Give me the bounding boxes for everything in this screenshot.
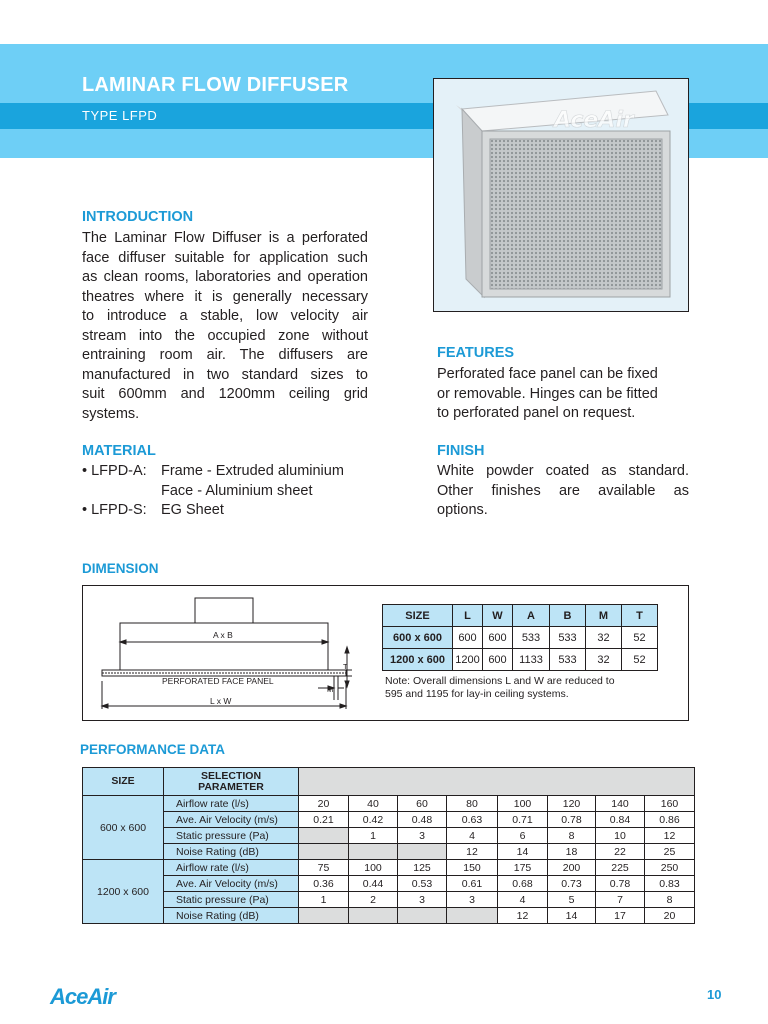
table-cell: 12: [498, 908, 548, 924]
introduction-heading: INTRODUCTION: [82, 209, 194, 225]
table-cell: 0.78: [548, 812, 596, 828]
table-cell: 600: [483, 649, 513, 671]
table-cell: 1133: [513, 649, 550, 671]
table-row: [83, 860, 695, 876]
table-cell: 60: [398, 796, 447, 812]
material-row: [82, 502, 147, 518]
note-line: Note: Overall dimensions L and W are reduced to: [385, 675, 615, 687]
header-param-line: PARAMETER: [198, 780, 264, 793]
aceair-logo: AceAir: [50, 984, 115, 1009]
table-cell: 0.86: [645, 812, 695, 828]
table-cell: 12: [447, 844, 498, 860]
intro-line: manufactured in two standard sizes to: [82, 366, 368, 383]
table-row: [83, 876, 695, 892]
table-cell: 1200 x 600: [383, 649, 453, 671]
product-photo: [433, 78, 689, 312]
performance-table: [82, 767, 695, 924]
table-row: [83, 812, 695, 828]
size-cell: 1200 x 600: [83, 860, 164, 924]
finish-line: White powder coated as standard.: [437, 463, 689, 479]
table-cell: [398, 844, 447, 860]
table-row: [83, 908, 695, 924]
t-label: T: [343, 662, 348, 671]
table-cell: 160: [645, 796, 695, 812]
intro-line: to introduce a stable, low velocity air: [82, 308, 368, 324]
table-cell: 40: [349, 796, 398, 812]
intro-line: as clean rooms, laboratories and operation: [82, 269, 368, 285]
table-cell: 3: [447, 892, 498, 908]
table-cell: 200: [548, 860, 596, 876]
table-cell: 14: [498, 844, 548, 860]
table-cell: [349, 908, 398, 924]
axb-label: A x B: [213, 630, 233, 640]
table-cell: 8: [645, 892, 695, 908]
table-header: SIZE: [383, 605, 453, 627]
table-cell: 25: [645, 844, 695, 860]
finish-line: Other finishes are available as: [437, 482, 689, 499]
table-cell: 600: [453, 627, 483, 649]
finish-text: [437, 462, 689, 521]
table-header: M: [586, 605, 622, 627]
table-cell: 0.53: [398, 876, 447, 892]
table-cell: 17: [596, 908, 645, 924]
table-row: [83, 844, 695, 860]
table-cell: 6: [498, 828, 548, 844]
intro-line: face diffuser suitable for application such: [82, 249, 368, 266]
page-title: LAMINAR FLOW DIFFUSER: [82, 74, 349, 96]
material-heading: MATERIAL: [82, 443, 156, 459]
table-cell: 120: [548, 796, 596, 812]
table-cell: 32: [586, 649, 622, 671]
material-value: Face - Aluminium sheet: [161, 483, 313, 499]
table-cell: 4: [498, 892, 548, 908]
table-row: [83, 892, 695, 908]
table-cell: 3: [398, 828, 447, 844]
table-cell: 0.84: [596, 812, 645, 828]
table-cell: 600: [483, 627, 513, 649]
table-row: [83, 796, 695, 812]
table-cell: 533: [550, 627, 586, 649]
table-cell: 0.71: [498, 812, 548, 828]
table-cell: 0.83: [645, 876, 695, 892]
table-cell: 250: [645, 860, 695, 876]
dimension-table: [382, 604, 658, 671]
table-cell: 225: [596, 860, 645, 876]
table-cell: 10: [596, 828, 645, 844]
table-cell: 75: [299, 860, 349, 876]
table-cell: [349, 844, 398, 860]
table-cell: 100: [498, 796, 548, 812]
header-param-line: SELECTION: [200, 769, 262, 782]
table-cell: 8: [548, 828, 596, 844]
table-cell: 5: [548, 892, 596, 908]
table-row: [383, 627, 658, 649]
table-cell: 52: [622, 649, 658, 671]
table-cell: 533: [513, 627, 550, 649]
note-line: 595 and 1195 for lay-in ceiling systems.: [385, 688, 569, 700]
table-cell: 4: [447, 828, 498, 844]
page-number: 10: [707, 987, 722, 1002]
table-cell: 22: [596, 844, 645, 860]
finish-heading: FINISH: [437, 443, 485, 459]
table-header-row: [83, 768, 695, 796]
table-cell: 1: [349, 828, 398, 844]
table-cell: [299, 908, 349, 924]
table-cell: 0.36: [299, 876, 349, 892]
table-cell: 1: [299, 892, 349, 908]
intro-line: systems.: [82, 405, 140, 422]
table-cell: 533: [550, 649, 586, 671]
size-cell: 600 x 600: [83, 796, 164, 860]
table-cell: 600 x 600: [383, 627, 453, 649]
table-cell: 0.68: [498, 876, 548, 892]
features-heading: FEATURES: [437, 345, 515, 361]
table-cell: 14: [548, 908, 596, 924]
table-row: [383, 649, 658, 671]
intro-line: stream into the occupied zone without: [82, 327, 368, 344]
table-cell: 20: [645, 908, 695, 924]
table-cell: 100: [349, 860, 398, 876]
table-row: [83, 828, 695, 844]
table-header: [164, 768, 299, 796]
performance-heading: PERFORMANCE DATA: [80, 742, 225, 757]
material-bullet: • LFPD-S:: [82, 502, 147, 518]
table-header: A: [513, 605, 550, 627]
material-row: [82, 463, 147, 479]
features-line: Perforated face panel can be fixed: [437, 366, 658, 382]
table-cell: 0.73: [548, 876, 596, 892]
table-header: L: [453, 605, 483, 627]
table-cell: 12: [645, 828, 695, 844]
face-panel-label: PERFORATED FACE PANEL: [162, 676, 274, 686]
table-cell: 52: [622, 627, 658, 649]
features-line: to perforated panel on request.: [437, 405, 636, 421]
features-line: or removable. Hinges can be fitted: [437, 385, 658, 402]
material-value: Frame - Extruded aluminium: [161, 463, 344, 479]
table-header: B: [550, 605, 586, 627]
intro-line: suit 600mm and 1200mm ceiling grid: [82, 386, 368, 402]
table-header-row: [383, 605, 658, 627]
table-cell: 175: [498, 860, 548, 876]
table-cell: 18: [548, 844, 596, 860]
parameter-cell: Ave. Air Velocity (m/s): [164, 876, 299, 892]
table-cell: 0.21: [299, 812, 349, 828]
introduction-text: [82, 229, 368, 424]
parameter-cell: Static pressure (Pa): [164, 892, 299, 908]
m-label: M: [327, 685, 334, 694]
material-bullet: • LFPD-A:: [82, 463, 147, 479]
table-cell: [447, 908, 498, 924]
table-header: T: [622, 605, 658, 627]
finish-line: options.: [437, 502, 488, 518]
intro-line: theatres where it is generally necessary: [82, 288, 368, 305]
table-cell: 3: [398, 892, 447, 908]
table-cell: 125: [398, 860, 447, 876]
table-cell: 0.42: [349, 812, 398, 828]
table-cell: 0.48: [398, 812, 447, 828]
dimension-diagram: [82, 585, 382, 721]
table-header-blank: [299, 768, 695, 796]
parameter-cell: Noise Rating (dB): [164, 908, 299, 924]
table-cell: 0.78: [596, 876, 645, 892]
parameter-cell: Airflow rate (l/s): [164, 796, 299, 812]
dimension-note: [385, 675, 685, 701]
table-cell: 0.61: [447, 876, 498, 892]
table-header: SIZE: [83, 768, 164, 796]
table-cell: 20: [299, 796, 349, 812]
table-cell: [299, 828, 349, 844]
table-cell: 0.44: [349, 876, 398, 892]
dimension-heading: DIMENSION: [82, 561, 159, 576]
table-cell: 2: [349, 892, 398, 908]
features-text: [437, 365, 689, 424]
parameter-cell: Static pressure (Pa): [164, 828, 299, 844]
watermark-text: AceAir: [554, 108, 634, 133]
parameter-cell: Airflow rate (l/s): [164, 860, 299, 876]
intro-line: The Laminar Flow Diffuser is a perforated: [82, 230, 368, 246]
table-cell: 1200: [453, 649, 483, 671]
table-cell: 150: [447, 860, 498, 876]
intro-line: entraining room air. The diffusers are: [82, 347, 368, 363]
material-value: EG Sheet: [161, 502, 224, 518]
parameter-cell: Noise Rating (dB): [164, 844, 299, 860]
table-cell: [299, 844, 349, 860]
table-cell: 140: [596, 796, 645, 812]
diffuser-image: [434, 79, 688, 311]
table-cell: [398, 908, 447, 924]
parameter-cell: Ave. Air Velocity (m/s): [164, 812, 299, 828]
table-cell: 0.63: [447, 812, 498, 828]
lxw-label: L x W: [210, 696, 232, 706]
page-subtitle: TYPE LFPD: [82, 108, 158, 123]
table-cell: 32: [586, 627, 622, 649]
table-header: W: [483, 605, 513, 627]
table-cell: 80: [447, 796, 498, 812]
table-cell: 7: [596, 892, 645, 908]
